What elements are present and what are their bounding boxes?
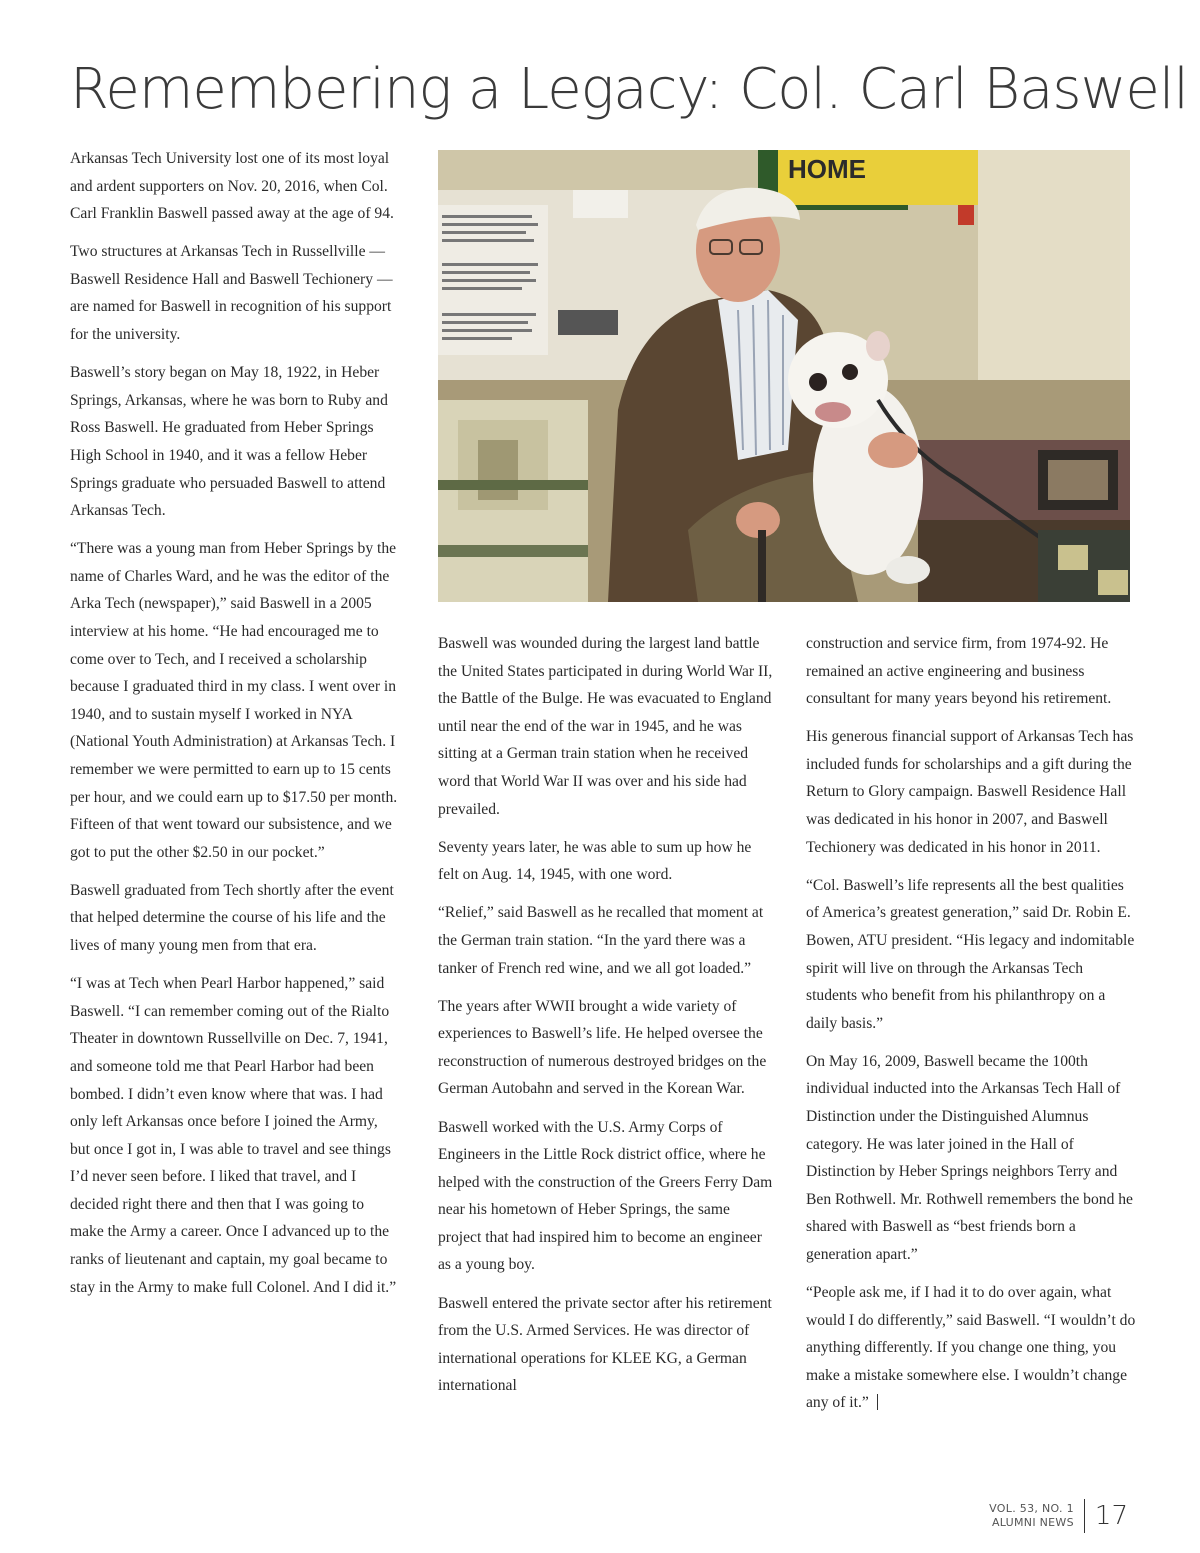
- paragraph: “I was at Tech when Pearl Harbor happened,” said Baswell. “I can remember coming out of the Rialto Theater in downtown Russellville on Dec. 7, 1941, and someone told me that Pearl Harbor had been bombed. I didn’t even know where that was. I had only left Arkansas once before I joined the Army, but once I got in, I was able to travel and see things I’d never seen before. I liked that travel, and I decided right there and then that I was going to make the Army a career. Once I advanced up to the ranks of lieutenant and captain, my goal became to stay in the Army to make full Colonel. And I did it.”: [70, 975, 397, 1296]
- paragraph: Seventy years later, he was able to sum up how he felt on Aug. 14, 1945, with one word.: [438, 838, 752, 884]
- footer-meta: [989, 1502, 1074, 1530]
- article-photo: [438, 150, 1130, 602]
- footer-volume: VOL. 53, NO. 1: [989, 1502, 1074, 1515]
- end-mark: [877, 1394, 878, 1410]
- paragraph: Baswell worked with the U.S. Army Corps of Engineers in the Little Rock district office, where he helped with the construction of the Greers Ferry Dam near his hometown of Heber Springs, the same project that had inspired him to become an engineer as a young boy.: [438, 1118, 773, 1274]
- paragraph: The years after WWII brought a wide variety of experiences to Baswell’s life. He helped oversee the reconstruction of numerous destroyed bridges on the German Autobahn and served in the Korean War.: [438, 997, 767, 1098]
- paragraph: On May 16, 2009, Baswell became the 100th individual inducted into the Arkansas Tech Hall of Distinction under the Distinguished Alumnus category. He was later joined in the Hall of Distinction by Heber Springs neighbors Terry and Ben Rothwell. Mr. Rothwell remembers the bond he shared with Baswell as “best friends born a generation apart.”: [806, 1052, 1133, 1263]
- footer-publication: ALUMNI NEWS: [991, 1516, 1074, 1529]
- page-number: 17: [1094, 1501, 1128, 1531]
- paragraph: Baswell’s story began on May 18, 1922, in Heber Springs, Arkansas, where he was born to Ruby and Ross Baswell. He graduated from Heber Springs High School in 1940, and it was a fellow Heber Springs graduate who persuaded Baswell to attend Arkansas Tech.: [70, 364, 388, 520]
- paragraph-final: [806, 1279, 1136, 1417]
- paragraph: Baswell graduated from Tech shortly after the event that helped determine the course of his life and the lives of many young men from that era.: [70, 881, 394, 955]
- paragraph: Arkansas Tech University lost one of its most loyal and ardent supporters on Nov. 20, 2016, when Col. Carl Franklin Baswell passed away at the age of 94.: [70, 150, 394, 223]
- paragraph: “Col. Baswell’s life represents all the best qualities of America’s greatest generation,” said Dr. Robin E. Bowen, ATU president. “His legacy and indomitable spirit will live on through the Arkansas Tech students who benefit from his philanthropy on a daily basis.”: [806, 876, 1135, 1032]
- paragraph: “There was a young man from Heber Springs by the name of Charles Ward, and he was the editor of the Arka Tech (newspaper),” said Baswell in a 2005 interview at his home. “He had encouraged me to come over to Tech, and I received a scholarship because I graduated third in my class. I went over in 1940, and to sustain myself I worked in NYA (National Youth Administration) at Arkansas Tech. I remember we were permitted to earn up to 15 cents per hour, and we could earn up to $17.50 per month. Fifteen of that went toward our subsistence, and we got to put the other $2.50 in our pocket.”: [70, 540, 398, 861]
- article-column-3: [806, 630, 1136, 1428]
- article-title: Remembering a Legacy: Col. Carl Baswell: [70, 57, 1188, 122]
- paragraph: Two structures at Arkansas Tech in Russellville — Baswell Residence Hall and Baswell Techionery — are named for Baswell in recognition of his support for the university.: [70, 243, 393, 344]
- paragraph-final-text: “People ask me, if I had it to do over again, what would I do differently,” said Baswell. “I wouldn’t do anything differently. If you change one thing, you make a mistake somewhere else. I wouldn’t change any of it.”: [806, 1284, 1136, 1412]
- page-footer: [989, 1496, 1128, 1536]
- article-column-1: [70, 145, 398, 1312]
- paragraph: construction and service firm, from 1974-92. He remained an active engineering and business consultant for many years beyond his retirement.: [806, 635, 1112, 708]
- paragraph: Baswell was wounded during the largest land battle the United States participated in during World War II, the Battle of the Bulge. He was evacuated to England until near the end of the war in 1945, and he was sitting at a German train station when he received word that World War II was over and his side had prevailed.: [438, 635, 773, 818]
- photo-sign-text: HOME: [788, 154, 866, 184]
- footer-divider: [1084, 1499, 1085, 1533]
- paragraph: Baswell entered the private sector after his retirement from the U.S. Armed Services. He was director of international operations for KLEE KG, a German international: [438, 1294, 772, 1395]
- paragraph: His generous financial support of Arkansas Tech has included funds for scholarships and a gift during the Return to Glory campaign. Baswell Residence Hall was dedicated in his honor in 2007, and Baswell Techionery was dedicated in his honor in 2011.: [806, 728, 1134, 856]
- paragraph: “Relief,” said Baswell as he recalled that moment at the German train station. “In the yard there was a tanker of French red wine, and we all got loaded.”: [438, 904, 764, 977]
- article-column-2: [438, 630, 773, 1410]
